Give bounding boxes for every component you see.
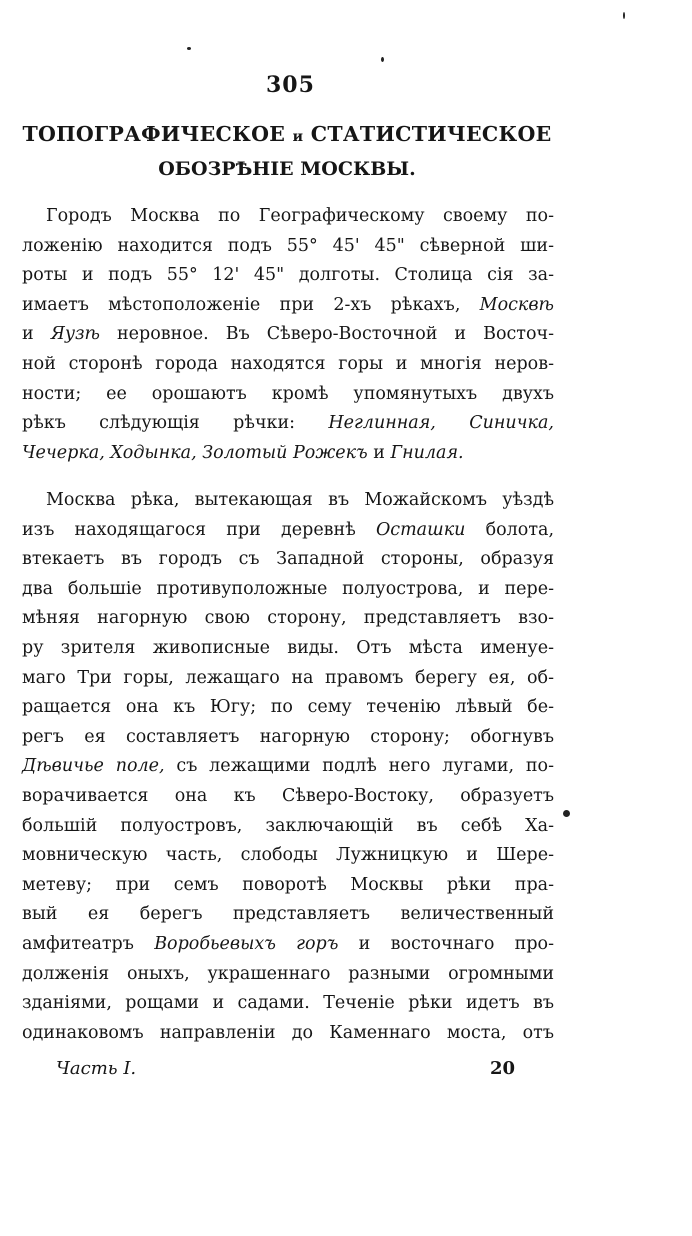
text-line: Москва рѣка, вытекающая въ Можайскомъ уѣздѣ	[46, 490, 554, 510]
text-line: ращается она къ Югу; по сему теченію лѣвый бе-	[22, 697, 554, 718]
text-line: большій полуостровъ, заключающій въ себѣ Ха-	[22, 815, 554, 836]
text-line: ности; ее орошаютъ кромѣ упомянутыхъ двухъ	[22, 383, 554, 404]
text-line: роты и подъ 55° 12' 45" долготы. Столица сія за-	[22, 265, 554, 286]
italic-place-name: Осташки	[375, 519, 466, 540]
title-part-2: СТАТИСТИЧЕСКОЕ	[310, 122, 552, 146]
text-line: ворачивается она къ Сѣверо-Востоку, образуетъ	[22, 785, 554, 806]
text-line: регъ ея составляетъ нагорную сторону; обогнувъ	[22, 726, 554, 747]
text-run: съ лежащими подлѣ него лугами, по-	[164, 756, 554, 777]
text-line: ру зрителя живописные виды. Отъ мѣста именуе-	[22, 637, 554, 658]
text-line: Городъ Москва по Географическому своему по-	[46, 206, 554, 226]
text-line	[22, 291, 554, 321]
italic-place-name: Москвѣ	[479, 294, 554, 315]
text-run: и восточнаго про-	[338, 933, 554, 954]
text-line	[22, 752, 554, 782]
ink-speck	[563, 810, 570, 817]
page-number: 305	[266, 72, 315, 98]
title-part-1: ТОПОГРАФИЧЕСКОЕ	[22, 122, 286, 146]
footer-signature: 20	[490, 1058, 516, 1079]
title-conjunction: и	[292, 129, 304, 145]
italic-place-name: Чечерка, Ходынка, Золотый Рожекъ	[22, 442, 368, 463]
ink-speck	[187, 47, 191, 50]
text-line: мѣняя нагорную свою сторону, представляетъ взо-	[22, 608, 554, 629]
text-line	[22, 320, 554, 350]
text-line: маго Три горы, лежащаго на правомъ берегу ея, об-	[22, 667, 554, 688]
text-line	[22, 409, 554, 439]
text-line: два большіе противуположные полуострова, и пере-	[22, 578, 554, 599]
text-run: изъ находящагося при деревнѣ	[22, 519, 376, 540]
italic-place-name: Гнилая.	[390, 442, 464, 463]
paragraph-1	[22, 202, 554, 468]
text-run: болота,	[465, 519, 555, 540]
italic-place-name: Воробьевыхъ горъ	[154, 933, 339, 954]
text-line: одинаковомъ направленіи до Каменнаго моста, отъ	[22, 1022, 554, 1043]
text-line: вый ея берегъ представляетъ величественный	[22, 904, 554, 925]
ink-speck	[623, 12, 625, 19]
text-run: амфитеатръ	[22, 933, 155, 954]
section-title	[22, 122, 552, 146]
text-line: мовническую часть, слободы Лужницкую и Шере-	[22, 845, 554, 866]
text-line: ной сторонѣ города находятся горы и многія неров-	[22, 353, 554, 374]
text-line: втекаетъ въ городъ съ Западной стороны, образуя	[22, 549, 554, 570]
footer-volume-part: Часть I.	[56, 1058, 137, 1079]
text-line	[22, 516, 554, 546]
italic-place-name: Неглинная, Синичка,	[328, 413, 554, 434]
text-run: имаетъ мѣстоположеніе при 2-хъ рѣкахъ,	[22, 294, 480, 315]
text-run: и	[22, 324, 51, 345]
paragraph-2	[22, 486, 554, 1048]
italic-place-name: Дѣвичье поле,	[22, 756, 165, 777]
text-run: неровное. Въ Сѣверо-Восточной и Восточ-	[99, 324, 554, 345]
text-run: рѣкъ слѣдующія рѣчки:	[22, 413, 329, 434]
italic-place-name: Яузѣ	[50, 324, 100, 345]
text-line	[22, 439, 554, 469]
text-line	[22, 930, 554, 960]
text-line: метеву; при семъ поворотѣ Москвы рѣки пра-	[22, 874, 554, 895]
text-run: и	[367, 442, 391, 463]
section-subtitle: ОБОЗРѢНІЕ МОСКВЫ.	[158, 158, 416, 180]
text-line: долженія оныхъ, украшеннаго разными огромными	[22, 963, 554, 984]
text-line: ложенію находится подъ 55° 45' 45" сѣверной ши-	[22, 235, 554, 256]
ink-speck	[381, 57, 384, 62]
text-line: зданіями, рощами и садами. Теченіе рѣки идетъ въ	[22, 993, 554, 1014]
